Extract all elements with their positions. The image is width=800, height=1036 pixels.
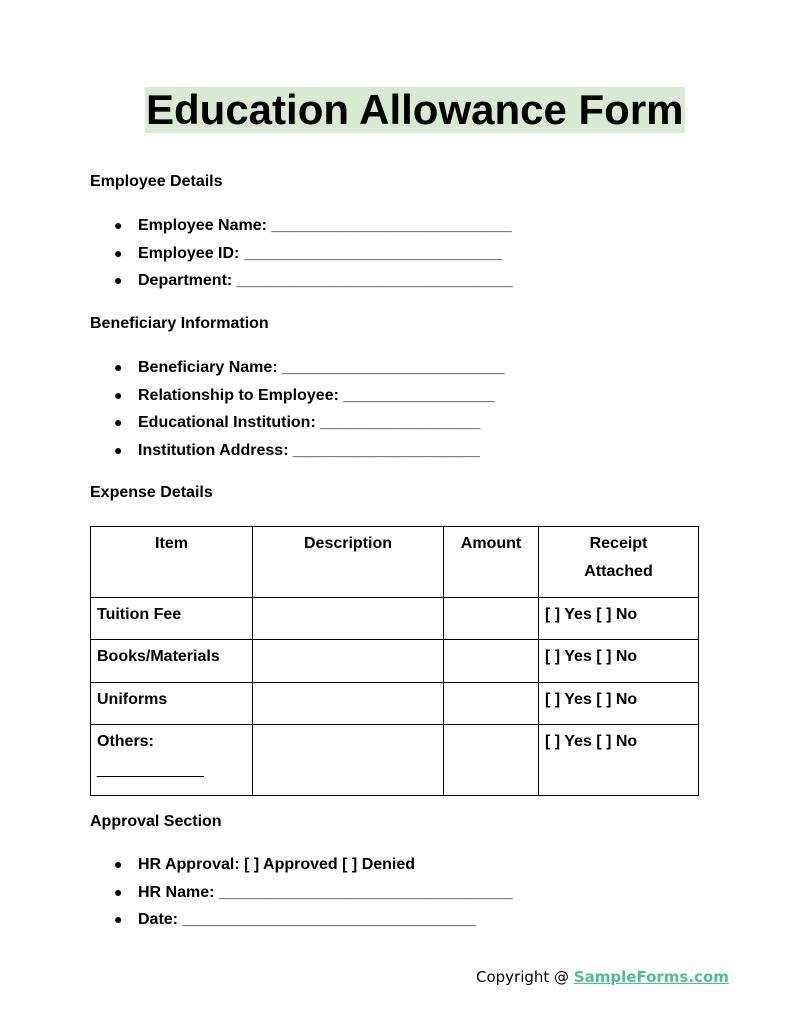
list-item xyxy=(90,409,505,437)
item-label: Others: xyxy=(97,733,154,750)
bullet-icon: ● xyxy=(114,414,123,431)
employee-details-list xyxy=(90,212,513,295)
field-label: Employee ID: xyxy=(138,244,240,262)
bullet-icon: ● xyxy=(114,442,123,459)
table-row xyxy=(91,598,699,640)
field-label: Employee Name: xyxy=(138,217,267,234)
list-item xyxy=(90,382,505,410)
bullet-icon: ● xyxy=(114,386,123,403)
field-label[interactable]: HR Approval: [ ] Approved [ ] Denied xyxy=(138,856,416,873)
list-item xyxy=(90,906,513,934)
table-row xyxy=(91,640,699,683)
receipt-cell[interactable]: [ ] Yes [ ] No xyxy=(539,683,699,725)
field-label: Beneficiary Name: xyxy=(138,359,278,376)
list-item xyxy=(90,240,513,268)
blank-line[interactable]: ___________________________ xyxy=(271,217,512,234)
blank-line[interactable]: _____________________ xyxy=(292,442,480,460)
field-label: Department: xyxy=(138,272,233,290)
list-item xyxy=(90,851,513,879)
list-item xyxy=(90,437,505,465)
expense-heading: Expense Details xyxy=(90,484,213,501)
approval-heading: Approval Section xyxy=(90,813,222,830)
field-label: HR Name: xyxy=(138,883,215,901)
field-label: Date: xyxy=(138,911,179,929)
table-row xyxy=(91,683,699,725)
blank-line[interactable]: _______________________________ xyxy=(236,272,513,290)
amount-cell[interactable] xyxy=(444,598,539,640)
field-label: Relationship to Employee: xyxy=(138,386,339,404)
blank-line[interactable]: _________________________________ xyxy=(182,911,477,929)
blank-line[interactable]: __________________ xyxy=(320,414,481,432)
amount-cell[interactable] xyxy=(444,683,539,725)
footer xyxy=(476,968,729,986)
table-row xyxy=(91,725,699,796)
expense-table xyxy=(90,526,699,796)
description-cell[interactable] xyxy=(253,683,444,725)
item-cell: Tuition Fee xyxy=(91,598,253,640)
bullet-icon: ● xyxy=(114,244,123,261)
field-label: Institution Address: xyxy=(138,442,289,460)
column-header: Item xyxy=(91,527,253,598)
receipt-cell[interactable]: [ ] Yes [ ] No xyxy=(539,640,699,683)
column-header: Amount xyxy=(444,527,539,598)
bullet-icon: ● xyxy=(114,272,123,289)
description-cell[interactable] xyxy=(253,598,444,640)
item-cell: Uniforms xyxy=(91,683,253,725)
bullet-icon: ● xyxy=(114,883,123,900)
bullet-icon: ● xyxy=(114,217,123,233)
bullet-icon: ● xyxy=(114,911,123,928)
receipt-cell[interactable]: [ ] Yes [ ] No xyxy=(539,725,699,796)
table-header-row xyxy=(91,527,699,598)
blank-line[interactable]: _____________________________ xyxy=(243,244,502,262)
item-cell: Books/Materials xyxy=(91,640,253,683)
amount-cell[interactable] xyxy=(444,640,539,683)
list-item xyxy=(90,267,513,295)
column-header: Receipt Attached xyxy=(539,527,699,598)
employee-details-heading: Employee Details xyxy=(90,173,223,190)
sampleforms-link[interactable]: SampleForms.com xyxy=(573,968,729,986)
approval-list xyxy=(90,851,513,934)
column-header: Description xyxy=(253,527,444,598)
blank-line[interactable]: ____________ xyxy=(97,761,204,778)
item-cell xyxy=(91,725,253,796)
beneficiary-list xyxy=(90,354,505,465)
blank-line[interactable]: _________________________ xyxy=(282,359,505,376)
copyright-text: Copyright @ xyxy=(476,968,574,986)
blank-line[interactable]: _________________________________ xyxy=(218,883,513,901)
bullet-icon: ● xyxy=(114,856,123,872)
amount-cell[interactable] xyxy=(444,725,539,796)
page-title: Education Allowance Form xyxy=(146,86,684,133)
list-item xyxy=(90,354,505,382)
receipt-cell[interactable]: [ ] Yes [ ] No xyxy=(539,598,699,640)
list-item xyxy=(90,879,513,907)
list-item xyxy=(90,212,513,240)
description-cell[interactable] xyxy=(253,640,444,683)
blank-line[interactable]: _________________ xyxy=(343,386,495,404)
description-cell[interactable] xyxy=(253,725,444,796)
beneficiary-heading: Beneficiary Information xyxy=(90,315,269,332)
field-label: Educational Institution: xyxy=(138,414,316,432)
bullet-icon: ● xyxy=(114,359,123,375)
